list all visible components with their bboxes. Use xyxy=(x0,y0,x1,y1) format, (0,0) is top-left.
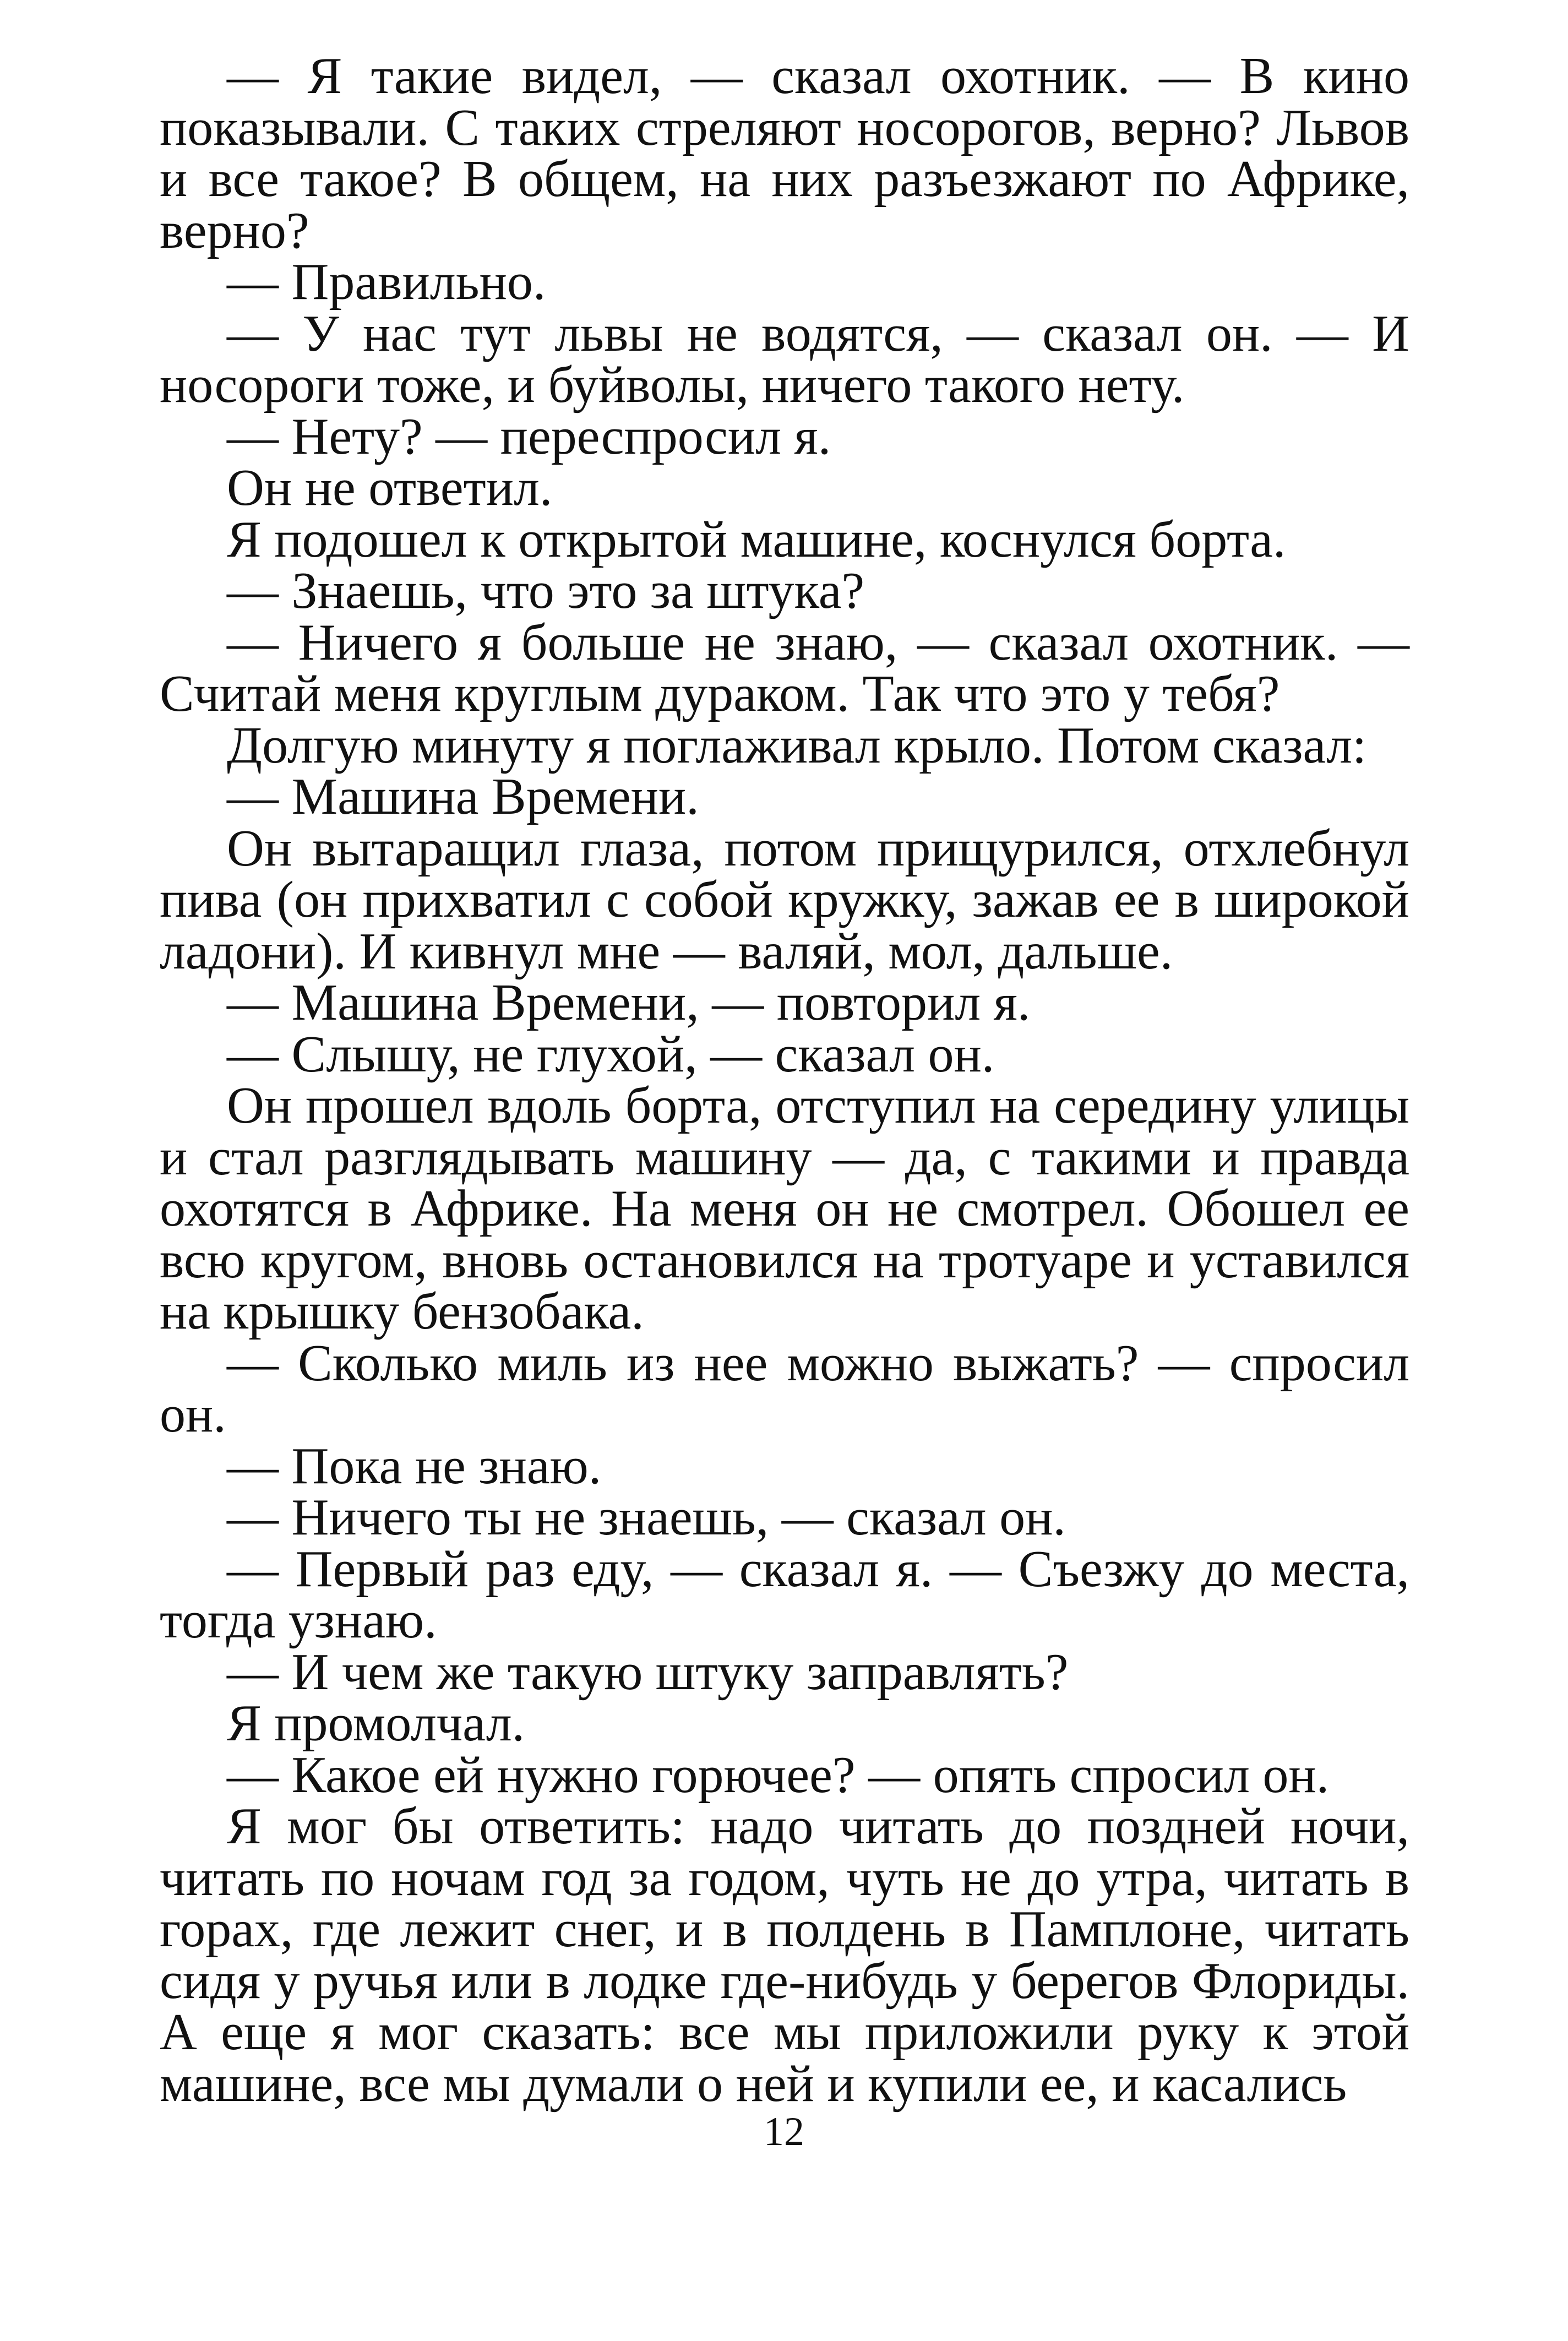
paragraph: — Сколько миль из нее можно выжать? — спросил он. xyxy=(160,1334,1409,1443)
paragraph: — Ничего я больше не знаю, — сказал охотник. — Считай меня круглым дураком. Так что это у тебя? xyxy=(160,613,1409,722)
paragraph: Я промолчал. xyxy=(227,1695,525,1752)
paragraph: Он не ответил. xyxy=(227,459,553,516)
paragraph: — Пока не знаю. xyxy=(227,1437,602,1495)
page-body-text xyxy=(160,47,1409,2113)
paragraph: Долгую минуту я поглаживал крыло. Потом сказал: xyxy=(227,716,1367,774)
paragraph: — Нету? — переспросил я. xyxy=(227,407,831,465)
page-number: 12 xyxy=(764,2109,804,2154)
paragraph: — Я такие видел, — сказал охотник. — В кино показывали. С таких стреляют носорогов, верно? Львов и все такое? В общем, на них разъезжают по Африке, верно? xyxy=(160,47,1409,259)
paragraph: Он вытаращил глаза, потом прищурился, отхлебнул пива (он прихватил с собой кружку, зажав ее в широкой ладони). И кивнул мне — валяй, мол, дальше. xyxy=(160,819,1409,980)
paragraph: — Правильно. xyxy=(227,253,546,311)
paragraph: Я подошел к открытой машине, коснулся борта. xyxy=(227,510,1286,568)
paragraph: — Слышу, не глухой, — сказал он. xyxy=(227,1025,995,1083)
paragraph: — Какое ей нужно горючее? — опять спросил он. xyxy=(227,1746,1330,1804)
paragraph: — Ничего ты не знаешь, — сказал он. xyxy=(227,1489,1066,1546)
paragraph: Я мог бы ответить: надо читать до поздней ночи, читать по ночам год за годом, чуть не до утра, читать в горах, где лежит снег, и в полдень в Памплоне, читать сидя у ручья или в лодке где-нибудь у берегов Флориды. А еще я мог сказать: все мы приложили руку к этой машине, все мы думали о ней и купили ее, и касались xyxy=(160,1798,1409,2113)
paragraph: — Знаешь, что это за штука? xyxy=(227,562,865,619)
paragraph: — Машина Времени, — повторил я. xyxy=(227,974,1031,1031)
paragraph: Он прошел вдоль борта, отступил на середину улицы и стал разглядывать машину — да, с такими и правда охотятся в Африке. На меня он не смотрел. Обошел ее всю кругом, вновь остановился на тротуаре и уставился на крышку бензобака. xyxy=(160,1077,1409,1340)
paragraph: — У нас тут львы не водятся, — сказал он. — И носороги тоже, и буйволы, ничего такого нету. xyxy=(160,304,1409,413)
paragraph: — Машина Времени. xyxy=(227,768,699,825)
paragraph: — И чем же такую штуку заправлять? xyxy=(227,1643,1069,1701)
paragraph: — Первый раз еду, — сказал я. — Съезжу до места, тогда узнаю. xyxy=(160,1540,1409,1649)
